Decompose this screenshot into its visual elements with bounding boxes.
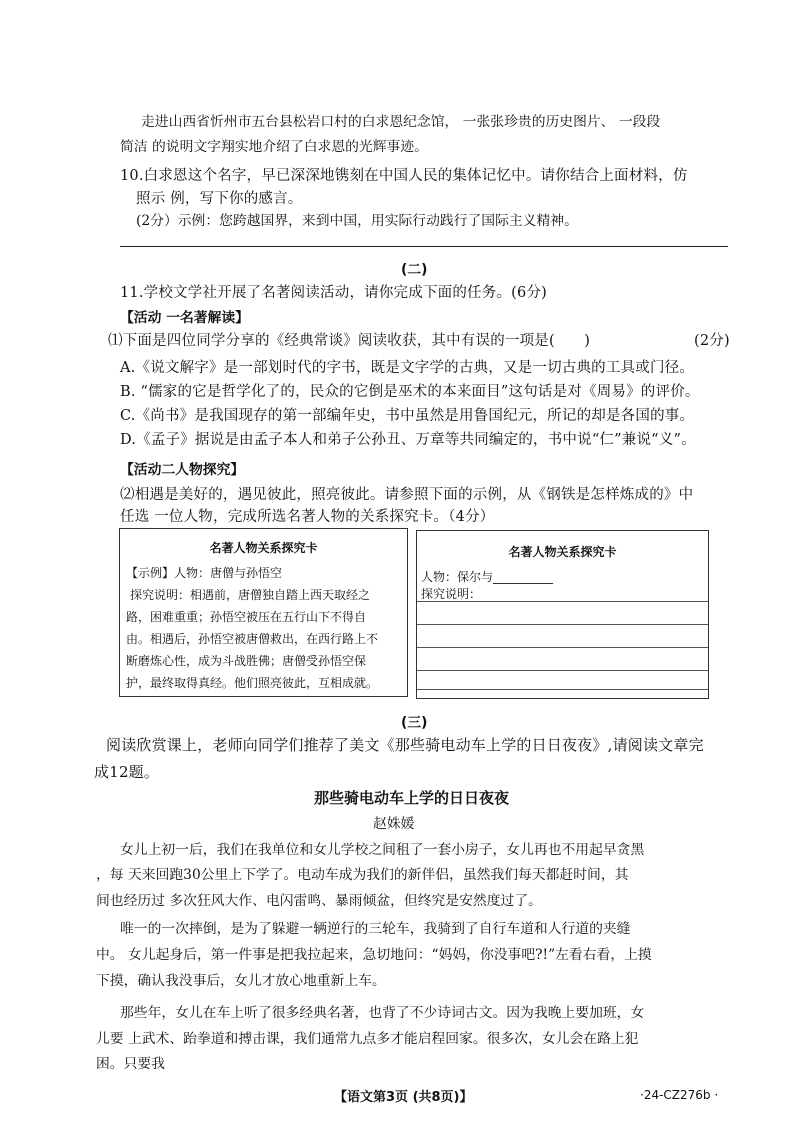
paragraph-3-line-2: 儿要 上武术、跆拳道和搏击课，我们通常九点多才能启程回家。很多次，女儿会在路上犯 <box>96 1031 639 1047</box>
blank-relationship-card[interactable] <box>416 530 709 699</box>
q11-sub2-line-2: 任选 一位人物，完成所选名著人物的关系探究卡。（4分） <box>120 509 495 525</box>
paragraph-1-line-3: 间也经历过 多次狂风大作、电闪雷鸣、暴雨倾盆，但终究是安然度过了。 <box>96 893 542 909</box>
option-b: B. “儒家的它是哲学化了的，民众的它倒是巫术的本来面目”这句话是对《周易》的评价。 <box>120 384 700 400</box>
blank-card-rule[interactable] <box>417 689 708 690</box>
q11-sub2-line-1: ⑵相遇是美好的，遇见彼此，照亮彼此。请参照下面的示例，从《钢铁是怎样炼成的》中 <box>120 487 694 503</box>
blank-card-rule[interactable] <box>417 624 708 625</box>
reading-intro-line-1: 阅读欣赏课上，老师向同学们推荐了美文《那些骑电动车上学的日日夜夜》,请阅读文章完 <box>106 736 704 754</box>
example-card-line-2: 探究说明：相遇前，唐僧独自踏上西天取经之 <box>130 588 371 602</box>
example-card-line-3: 路，困难重重；孙悟空被压在五行山下不得自 <box>126 610 367 624</box>
example-card-line-4: 由。相遇后，孙悟空被唐僧救出，在西行路上不 <box>126 632 379 646</box>
paragraph-2-line-3: 下摸，确认我没事后，女儿才放心地重新上车。 <box>96 973 386 989</box>
paragraph-3-line-1: 那些年，女儿在车上听了很多经典名著，也背了不少诗词古文。因为我晚上要加班，女 <box>120 1005 645 1021</box>
blank-card-title: 名著人物关系探究卡 <box>508 545 617 559</box>
example-relationship-card <box>119 528 408 697</box>
blank-card-rule[interactable] <box>417 670 708 671</box>
q10-line-1: 10.白求恩这个名字，早已深深地镌刻在中国人民的集体记忆中。请你结合上面材料，仿 <box>120 168 688 184</box>
article-title: 那些骑电动车上学的日日夜夜 <box>314 789 510 807</box>
answer-line[interactable] <box>120 246 728 247</box>
document-code: ·24-CZ276b · <box>640 1088 719 1102</box>
option-c: C.《尚书》是我国现存的第一部编年史，书中虽然是用鲁国纪元，所记的却是各国的事。 <box>120 408 695 424</box>
blank-card-rule[interactable] <box>417 601 708 602</box>
page-footer: 【语文第3页 (共8页)】 <box>334 1090 473 1105</box>
intro-line-1: 走进山西省忻州市五台县松岩口村的白求恩纪念馆， 一张张珍贵的历史图片、 一段段 <box>141 114 661 130</box>
example-card-line-6: 护，最终取得真经。他们照亮彼此，互相成就。 <box>126 676 379 690</box>
paragraph-1-line-1: 女儿上初一后，我们在我单位和女儿学校之间租了一套小房子，女儿再也不用起早贪黑 <box>120 842 645 858</box>
reading-intro-line-2: 成12题。 <box>94 763 160 781</box>
paragraph-1-line-2: ，每 天来回跑30公里上下学了。电动车成为我们的新伴侣，虽然我们每天都赶时间，其 <box>96 867 629 883</box>
paragraph-3-line-3: 困。只要我 <box>96 1056 165 1072</box>
activity-1-heading: 【活动 一名著解读】 <box>120 310 249 326</box>
section-2-label: (二) <box>401 262 428 278</box>
q11-stem: 11.学校文学社开展了名著阅读活动，请你完成下面的任务。(6分) <box>120 285 547 301</box>
example-card-line-1: 【示例】人物：唐僧与孙悟空 <box>126 566 283 580</box>
example-card-title: 名著人物关系探究卡 <box>209 541 318 555</box>
blank-card-explain-label: 探究说明： <box>421 587 482 601</box>
example-card-line-5: 断磨炼心性，成为斗战胜佛；唐僧受孙悟空保 <box>126 654 367 668</box>
blank-card-rule[interactable] <box>417 647 708 648</box>
option-d: D.《孟子》据说是由孟子本人和弟子公孙丑、万章等共同编定的，书中说“仁”兼说“义”。 <box>120 432 696 448</box>
q10-line-2: 照示 例，写下你的感言。 <box>136 191 303 207</box>
q11-sub1-score: (2分) <box>694 333 730 349</box>
q10-line-3: (2分）示例：您跨越国界，来到中国，用实际行动践行了国际主义精神。 <box>136 213 578 229</box>
paragraph-2-line-1: 唯一的一次摔倒，是为了躲避一辆逆行的三轮车，我骑到了自行车道和人行道的夹缝 <box>120 921 631 937</box>
activity-2-heading: 【活动二人物探究】 <box>120 462 245 478</box>
section-3-label: (三) <box>401 715 428 731</box>
intro-line-2: 简洁 的说明文字翔实地介绍了白求恩的光辉事迹。 <box>120 139 428 155</box>
option-a: A.《说文解字》是一部划时代的字书，既是文字学的古典，又是一切古典的工具或门径。 <box>120 360 695 376</box>
blank-card-person-line: 人物：保尔与__________ <box>421 570 554 584</box>
q11-sub1: ⑴下面是四位同学分享的《经典常谈》阅读收获，其中有误的一项是( ) <box>108 333 591 349</box>
paragraph-2-line-2: 中。 女儿起身后，第一件事是把我拉起来，急切地问：“妈妈，你没事吧?!”左看右看，上摸 <box>96 947 652 963</box>
article-author: 赵姝媛 <box>373 816 415 832</box>
